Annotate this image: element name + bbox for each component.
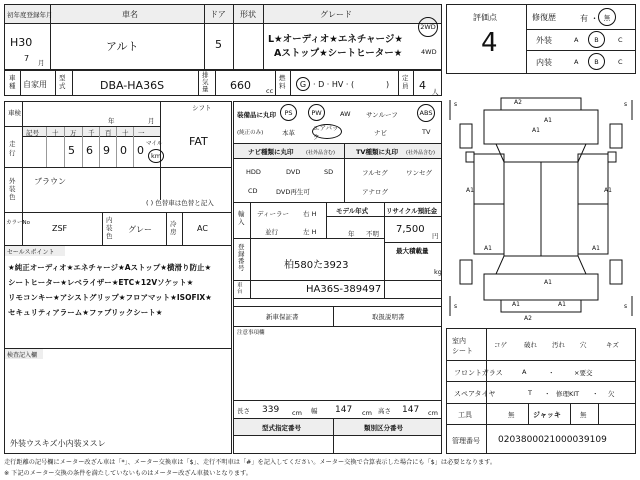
mile-unit: マイル — [146, 141, 163, 147]
equip-ps: PS — [284, 108, 293, 117]
color-no-label: カラーNo — [6, 220, 30, 226]
equip-leather: 本革 — [282, 129, 295, 137]
car-name-value: アルト — [106, 40, 139, 53]
grade-line-1: L★オーディオ★エネチャージ★ — [268, 34, 403, 45]
damage-label-left-front: A1 — [532, 127, 540, 134]
mileage-header-6: 一 — [138, 129, 145, 137]
class-no-label: 類別区分番号 — [364, 424, 403, 432]
length-value: 339 — [262, 405, 280, 415]
import-parallel: 並行 — [265, 228, 278, 236]
windshield-dot: ・ — [548, 369, 555, 377]
damage-label-hood: A1 — [544, 117, 552, 124]
import-dealer: ディーラー — [257, 210, 289, 218]
shift-value: FAT — [189, 135, 208, 148]
jack-value: 無 — [580, 411, 587, 419]
damage-label-right-rear: A1 — [592, 245, 600, 252]
footer-line-2: ※ 下記のメーター交換の条件を満たしていないものはメーター改ざん車扱いとなります。 — [4, 470, 252, 477]
grade-label: グレード — [320, 10, 352, 19]
damage-label-rear-right: A1 — [558, 301, 566, 308]
damage-label-front: A2 — [514, 99, 522, 106]
spare-t: T — [528, 389, 532, 397]
inspection-year-unit: 年 — [108, 117, 115, 125]
tools-label: 工具 — [458, 411, 472, 419]
sales-point-2: シートヒーター★レベライザー★ETC★12Vソケット★ — [8, 278, 194, 287]
repair-none-circle — [598, 8, 616, 26]
footer-line-1: 走行距離の記号欄にメーター改ざん車は「*」、メーター交換車は「$」、走行不明車は「#」を記入してください。メーター交換で合算表示した場合にも「$」は必要となります。 — [4, 459, 497, 466]
color-no-value: ZSF — [52, 224, 68, 233]
bracket-s-br: s — [624, 303, 628, 310]
width-label: 幅 — [311, 407, 318, 415]
interior-color-value: グレー — [128, 225, 152, 234]
inspection-label: 車検 — [8, 109, 21, 117]
mileage-digit-4: 0 — [120, 144, 127, 157]
navi-dvd: DVD — [286, 168, 301, 176]
type-no-label: 型式指定番号 — [262, 424, 301, 432]
tv-label: TV種類に丸印 — [356, 148, 398, 156]
drive-2wd-text: 2WD — [420, 23, 436, 31]
warranty-label: 新車保証書 — [266, 313, 299, 321]
fuel-options: · D · HV · ( — [313, 80, 355, 89]
equip-aw: AW — [340, 110, 351, 118]
sales-point-4: セキュリティアラーム★ファブリックシート★ — [8, 308, 163, 317]
reg-no-value: 柏580た3923 — [284, 260, 349, 271]
height-label: 高さ — [378, 407, 391, 415]
reg-month-unit: 月 — [38, 59, 45, 67]
equip-abs-circle — [417, 104, 435, 122]
drive-2wd-circle — [418, 17, 438, 37]
use-value: 自家用 — [23, 80, 47, 89]
exterior-grade-c: C — [618, 36, 623, 44]
mgmt-label: 管理番号 — [452, 437, 480, 445]
model-year-label: モデル年式 — [336, 207, 369, 215]
windshield-a: A — [522, 368, 527, 376]
spare-missing: 欠 — [608, 390, 615, 398]
mileage-digit-3: 9 — [103, 144, 110, 157]
model-year-value: 不明 — [366, 230, 379, 238]
damage-label-left-door: A1 — [466, 187, 474, 194]
km-unit: km — [150, 152, 162, 160]
shape-label: 形状 — [240, 10, 256, 19]
eval-value: 4 — [481, 28, 498, 58]
reg-no-label: 登 録 番 号 — [238, 243, 245, 272]
seat-scratch: キズ — [606, 341, 619, 349]
ac-value: AC — [197, 224, 208, 233]
max-load-unit: kg — [434, 268, 442, 276]
interior-grade-label: 内装 — [536, 58, 552, 67]
model-value: DBA-HA36S — [100, 79, 165, 92]
jack-label: ジャッキ — [533, 411, 561, 419]
navi-sd: SD — [324, 168, 334, 176]
tv-fullseg: フルセグ — [362, 169, 388, 177]
inspector-note: 外装ウスキズ小内装ヌスレ — [10, 439, 106, 448]
mileage-digit-2: 6 — [86, 144, 93, 157]
reg-year-value: H30 — [10, 36, 33, 49]
mileage-header-1: 十 — [52, 129, 59, 137]
interior-grade-b: B — [594, 57, 599, 66]
km-unit-circle — [148, 149, 164, 163]
fuel-gasoline-circle: G — [296, 77, 310, 91]
drive-4wd-text: 4WD — [421, 48, 437, 56]
interior-grade-a: A — [574, 58, 579, 66]
exterior-grade-b: B — [594, 35, 599, 44]
bracket-s-tr: s — [624, 101, 628, 108]
repair-label: 修復歴 — [532, 13, 556, 22]
equip-abs: ABS — [419, 109, 433, 117]
interior-grade-b-circle — [588, 53, 605, 70]
exterior-grade-a: A — [574, 36, 579, 44]
model-label: 型 式 — [59, 74, 66, 90]
spare-dot-2: ・ — [592, 390, 599, 398]
tv-oneseg: ワンセグ — [406, 169, 432, 177]
car-name-label: 車名 — [122, 10, 138, 19]
manual-label: 取扱説明書 — [372, 313, 405, 321]
shift-label: シフト — [192, 104, 212, 112]
sales-point-1: ★純正オーディオ★エネチャージ★Aストップ★横滑り防止★ — [8, 263, 212, 272]
equip-label: 装備品に丸印 — [237, 111, 276, 119]
capacity-label: 定 員 — [402, 74, 409, 90]
grade-line-2: Aストップ★シートヒーター★ — [274, 48, 403, 59]
windshield-replace: ×要交 — [574, 369, 593, 377]
damage-label-left-rear: A1 — [484, 245, 492, 252]
mileage-digit-5: 0 — [137, 144, 144, 157]
length-unit: cm — [292, 409, 302, 417]
spare-dot-1: ・ — [544, 390, 551, 398]
fuel-label: 燃 料 — [279, 74, 286, 90]
inspection-month-unit: 月 — [148, 117, 155, 125]
equip-tv: TV — [422, 128, 431, 136]
repair-options: 有 ・ — [580, 14, 599, 23]
disp-unit: cc — [266, 87, 274, 95]
reg-date-label: 初年度登録年月 — [7, 11, 53, 19]
mileage-header-3: 千 — [88, 129, 95, 137]
damage-label-right-door: A1 — [604, 187, 612, 194]
sales-point-3: リモコンキー★アシストグリップ★フロアマット★ISOFIX★ — [8, 293, 212, 302]
exterior-color-value: ブラウン — [34, 177, 66, 186]
navi-hdd: HDD — [246, 168, 261, 176]
repair-none-text: 無 — [603, 13, 611, 22]
mileage-header-4: 百 — [105, 129, 112, 137]
tv-sub: (社外品含む) — [406, 150, 435, 156]
sales-point-label: セールスポイント — [7, 249, 55, 256]
import-right-hand: 右 H — [303, 210, 317, 218]
damage-label-rear-bumper: A2 — [524, 315, 532, 322]
navi-label: ナビ種類に丸印 — [248, 148, 294, 156]
reg-month-value: 7 — [24, 54, 30, 63]
eval-label: 評価点 — [473, 13, 497, 22]
mileage-header-0: 記号 — [26, 129, 39, 137]
mgmt-value: 0203800021000039109 — [498, 435, 607, 445]
interior-grade-c: C — [618, 58, 623, 66]
width-value: 147 — [335, 405, 353, 415]
length-label: 長さ — [237, 407, 250, 415]
seat-hole: 穴 — [580, 341, 587, 349]
exterior-color-label: 外 装 色 — [9, 177, 16, 201]
equip-ps-circle — [280, 104, 297, 121]
capacity-value: 4 — [419, 79, 426, 92]
windshield-label: フロントガラス — [454, 369, 503, 377]
import-left-hand: 左 H — [303, 228, 317, 236]
equip-navi: ナビ — [374, 129, 387, 137]
spec-row — [4, 70, 442, 96]
interior-color-label: 内 装 色 — [106, 216, 113, 240]
width-unit: cm — [362, 409, 372, 417]
bracket-s-tl: s — [454, 101, 458, 108]
recycle-value: 7,500 — [396, 224, 425, 235]
bracket-s-bl: s — [454, 303, 458, 310]
inspector-label: 検査記入欄 — [7, 352, 38, 359]
tools-value: 無 — [508, 411, 515, 419]
seat-burn: コゲ — [494, 341, 507, 349]
import-label: 輸 入 — [238, 210, 245, 226]
fuel-close: ) — [386, 80, 390, 89]
recycle-label: リサイクル預託金 — [386, 207, 438, 215]
vin-label: 車 台 — [237, 283, 243, 295]
seat-label: 室内 シート — [452, 337, 473, 355]
equip-airbag-circle — [312, 124, 342, 139]
equip-airbag: エアバック — [313, 123, 339, 141]
recycle-unit: 円 — [432, 232, 439, 240]
notes-label: 注意事項欄 — [237, 330, 265, 336]
mileage-header-2: 万 — [70, 129, 77, 137]
exterior-grade-b-circle — [588, 31, 605, 48]
door-value: 5 — [215, 38, 222, 51]
equip-sub: (純正のみ) — [237, 130, 264, 136]
equip-sunroof: サンルーフ — [366, 111, 398, 119]
ac-label: 冷 房 — [170, 220, 177, 236]
max-load-label: 最大積載量 — [396, 247, 429, 255]
height-unit: cm — [428, 409, 438, 417]
mileage-header-5: 十 — [122, 129, 129, 137]
navi-dvd-play: DVD再生可 — [276, 188, 310, 196]
seat-stain: 汚れ — [552, 341, 565, 349]
tv-analog: アナログ — [362, 188, 388, 196]
damage-label-rear-left: A1 — [512, 301, 520, 308]
capacity-unit: 人 — [432, 88, 439, 96]
equip-pw: PW — [311, 108, 322, 117]
spare-repair-kit: 修理KIT — [556, 390, 580, 398]
navi-cd: CD — [248, 187, 258, 195]
car-diagram — [446, 84, 636, 324]
color-change-note: ( ) 色替車は色替と記入 — [146, 199, 214, 207]
damage-label-trunk: A1 — [544, 279, 552, 286]
door-label: ドア — [210, 10, 226, 19]
disp-value: 660 — [230, 79, 251, 92]
height-value: 147 — [402, 405, 420, 415]
vin-value: HA36S-389497 — [306, 284, 382, 295]
seat-tear: 破れ — [524, 341, 537, 349]
model-year-unit: 年 — [348, 230, 355, 238]
shaken-label-vertical: 車 種 — [9, 74, 16, 90]
disp-label: 排 気 量 — [202, 71, 209, 93]
spare-label: スペアタイヤ — [454, 390, 496, 398]
navi-sub: (社外品含む) — [306, 150, 335, 156]
mileage-label: 走 行 — [9, 140, 16, 157]
exterior-grade-label: 外装 — [536, 36, 552, 45]
mileage-digit-1: 5 — [68, 144, 75, 157]
equip-pw-circle — [308, 104, 325, 121]
